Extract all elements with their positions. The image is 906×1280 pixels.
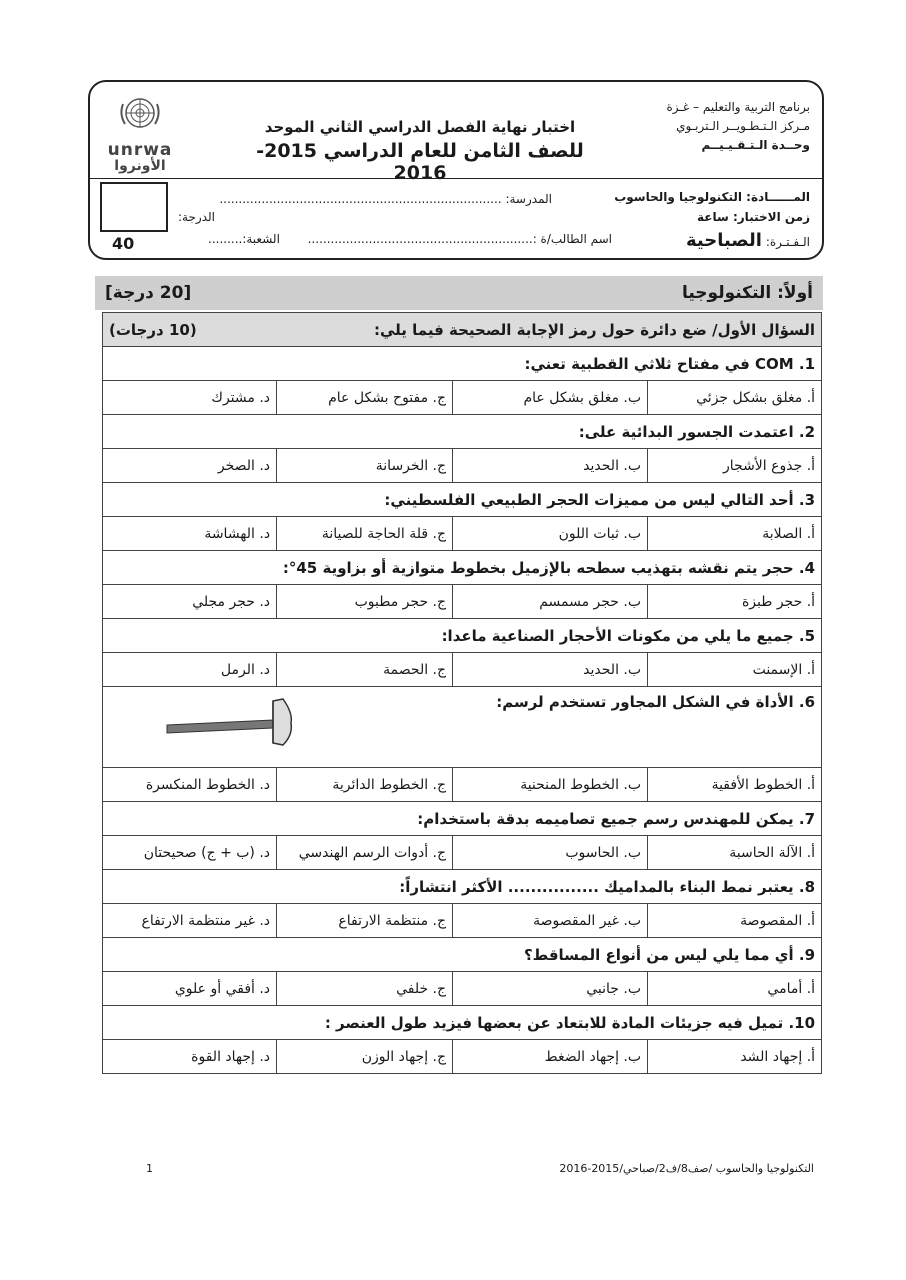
answer-option[interactable]: أ. مغلق بشكل جزئي (648, 381, 822, 415)
section-field[interactable]: الشعبة:......... (208, 232, 280, 246)
answer-option[interactable]: د. الخطوط المنكسرة (103, 768, 277, 802)
answer-option[interactable]: د. الرمل (103, 653, 277, 687)
options-row (103, 585, 822, 619)
subject-field: المــــــادة: التكنولوجيا والحاسوب (614, 190, 810, 204)
answer-option[interactable]: ب. إجهاد الضغط (453, 1040, 648, 1074)
question-label: 10. تميل فيه جزيئات المادة للابتعاد عن بعضها فيزيد طول العنصر : (324, 1013, 816, 1032)
answer-option[interactable]: أ. جذوع الأشجار (648, 449, 822, 483)
question-row (103, 687, 822, 768)
footer-info: التكنولوجيا والحاسوب /صف8/ف2/صباحي/2015-2016 (559, 1162, 814, 1175)
org-line-3: وحــدة الـتـقـيـيــم (701, 138, 810, 152)
organization-block (590, 98, 810, 155)
options-row (103, 836, 822, 870)
question-row (103, 938, 822, 972)
question-row (103, 802, 822, 836)
exam-title: اختبار نهاية الفصل الدراسي الثاني الموحد (264, 118, 576, 136)
shift-field (686, 230, 810, 251)
instruction-text: السؤال الأول/ ضع دائرة حول رمز الإجابة الصحيحة فيما يلي: (373, 320, 816, 339)
question-text (103, 551, 822, 585)
options-row (103, 768, 822, 802)
question-label: 5. جميع ما يلي من مكونات الأحجار الصناعية ماعدا: (441, 626, 816, 645)
un-emblem-icon (117, 94, 163, 134)
score-box[interactable] (100, 182, 168, 232)
instruction-row (103, 313, 822, 347)
answer-option[interactable]: أ. الصلابة (648, 517, 822, 551)
question-text (103, 687, 822, 768)
options-row (103, 1040, 822, 1074)
answer-option[interactable]: ج. الخطوط الدائرية (277, 768, 453, 802)
student-name-field[interactable]: اسم الطالب/ة :........................................................... (307, 232, 612, 246)
exam-title-block (230, 118, 610, 184)
school-field[interactable]: المدرسة: .......................................................................... (219, 192, 552, 206)
question-row (103, 870, 822, 904)
options-row (103, 904, 822, 938)
answer-option[interactable]: د. إجهاد القوة (103, 1040, 277, 1074)
options-row (103, 517, 822, 551)
question-text (103, 802, 822, 836)
header-divider (90, 178, 822, 179)
answer-option[interactable]: د. (ب + ج) صحيحتان (103, 836, 277, 870)
t-square-icon (165, 695, 295, 747)
answer-option[interactable]: أ. أمامي (648, 972, 822, 1006)
answer-option[interactable]: ج. خلفي (277, 972, 453, 1006)
question-text (103, 483, 822, 517)
questions-table (102, 312, 822, 1074)
answer-option[interactable]: ب. جانبي (453, 972, 648, 1006)
answer-option[interactable]: د. أفقي أو علوي (103, 972, 277, 1006)
answer-option[interactable]: أ. المقصوصة (648, 904, 822, 938)
exam-grade-year: للصف الثامن للعام الدراسي 2015-2016 (256, 140, 584, 184)
answer-option[interactable]: أ. حجر طبزة (648, 585, 822, 619)
question-label: 6. الأداة في الشكل المجاور تستخدم لرسم: (496, 693, 816, 711)
answer-option[interactable]: ج. أدوات الرسم الهندسي (277, 836, 453, 870)
answer-option[interactable]: د. الصخر (103, 449, 277, 483)
instruction-cell (103, 313, 822, 347)
answer-option[interactable]: ب. الحديد (453, 449, 648, 483)
question-row (103, 483, 822, 517)
answer-option[interactable]: ج. الخرسانة (277, 449, 453, 483)
answer-option[interactable]: أ. إجهاد الشد (648, 1040, 822, 1074)
unrwa-logo (100, 94, 180, 174)
exam-time-field: زمن الاختبار: ساعة (697, 210, 810, 224)
question-label: 1. COM في مفتاح ثلاثي القطبية تعني: (524, 354, 816, 373)
grade-label: الدرجة: (178, 210, 215, 224)
question-label: 2. اعتمدت الجسور البدائية على: (578, 422, 816, 441)
answer-option[interactable]: ب. الخطوط المنحنية (453, 768, 648, 802)
logo-text-ar: الأونروا (114, 158, 166, 174)
answer-option[interactable]: ب. ثبات اللون (453, 517, 648, 551)
instruction-marks: (10 درجات) (109, 320, 197, 339)
question-text (103, 870, 822, 904)
answer-option[interactable]: أ. الآلة الحاسبة (648, 836, 822, 870)
answer-option[interactable]: أ. الإسمنت (648, 653, 822, 687)
question-row (103, 347, 822, 381)
question-text (103, 347, 822, 381)
question-text (103, 415, 822, 449)
answer-option[interactable]: أ. الخطوط الأفقية (648, 768, 822, 802)
answer-option[interactable]: ج. مفتوح بشكل عام (277, 381, 453, 415)
section-marks: [20 درجة] (105, 283, 192, 303)
answer-option[interactable]: ب. حجر مسمسم (453, 585, 648, 619)
answer-option[interactable]: ج. الحصمة (277, 653, 453, 687)
max-score: 40 (112, 234, 135, 253)
answer-option[interactable]: ج. حجر مطبوب (277, 585, 453, 619)
shift-label: الـفـتـرة: (765, 235, 810, 249)
answer-option[interactable]: ج. إجهاد الوزن (277, 1040, 453, 1074)
section-bar (95, 276, 823, 310)
answer-option[interactable]: ب. الحديد (453, 653, 648, 687)
logo-text-en: unrwa (107, 140, 173, 160)
question-label: 7. يمكن للمهندس رسم جميع تصاميمه بدقة باستخدام: (417, 809, 816, 828)
question-text (103, 938, 822, 972)
question-row (103, 619, 822, 653)
org-line-2: مـركز الـتـطـويــر الـتربـوي (676, 119, 810, 133)
question-label: 9. أي مما يلي ليس من أنواع المساقط؟ (523, 945, 816, 964)
page-number: 1 (146, 1162, 153, 1175)
question-row (103, 1006, 822, 1040)
question-text (103, 1006, 822, 1040)
options-row (103, 381, 822, 415)
answer-option[interactable]: د. غير منتظمة الارتفاع (103, 904, 277, 938)
question-row (103, 415, 822, 449)
options-row (103, 972, 822, 1006)
question-label: 4. حجر يتم نقشه بتهذيب سطحه بالإزميل بخطوط متوازية أو بزاوية 45°: (282, 558, 816, 577)
org-line-1: برنامج التربية والتعليم – غـزة (666, 100, 810, 114)
shift-value: الصباحية (685, 230, 762, 251)
answer-option[interactable]: ب. الحاسوب (453, 836, 648, 870)
answer-option[interactable]: د. الهشاشة (103, 517, 277, 551)
options-row (103, 653, 822, 687)
answer-option[interactable]: ج. قلة الحاجة للصيانة (277, 517, 453, 551)
question-text (103, 619, 822, 653)
answer-option[interactable]: ج. منتظمة الارتفاع (277, 904, 453, 938)
section-title: أولاً: التكنولوجيا (681, 283, 813, 303)
question-row (103, 551, 822, 585)
options-row (103, 449, 822, 483)
question-label: 8. يعتبر نمط البناء بالمداميك ................ الأكثر انتشاراً: (399, 877, 816, 896)
answer-option[interactable]: ب. غير المقصوصة (453, 904, 648, 938)
answer-option[interactable]: د. مشترك (103, 381, 277, 415)
exam-header (88, 80, 824, 260)
answer-option[interactable]: د. حجر مجلي (103, 585, 277, 619)
answer-option[interactable]: ب. مغلق بشكل عام (453, 381, 648, 415)
question-label: 3. أحد التالي ليس من مميزات الحجر الطبيعي الفلسطيني: (384, 490, 816, 509)
